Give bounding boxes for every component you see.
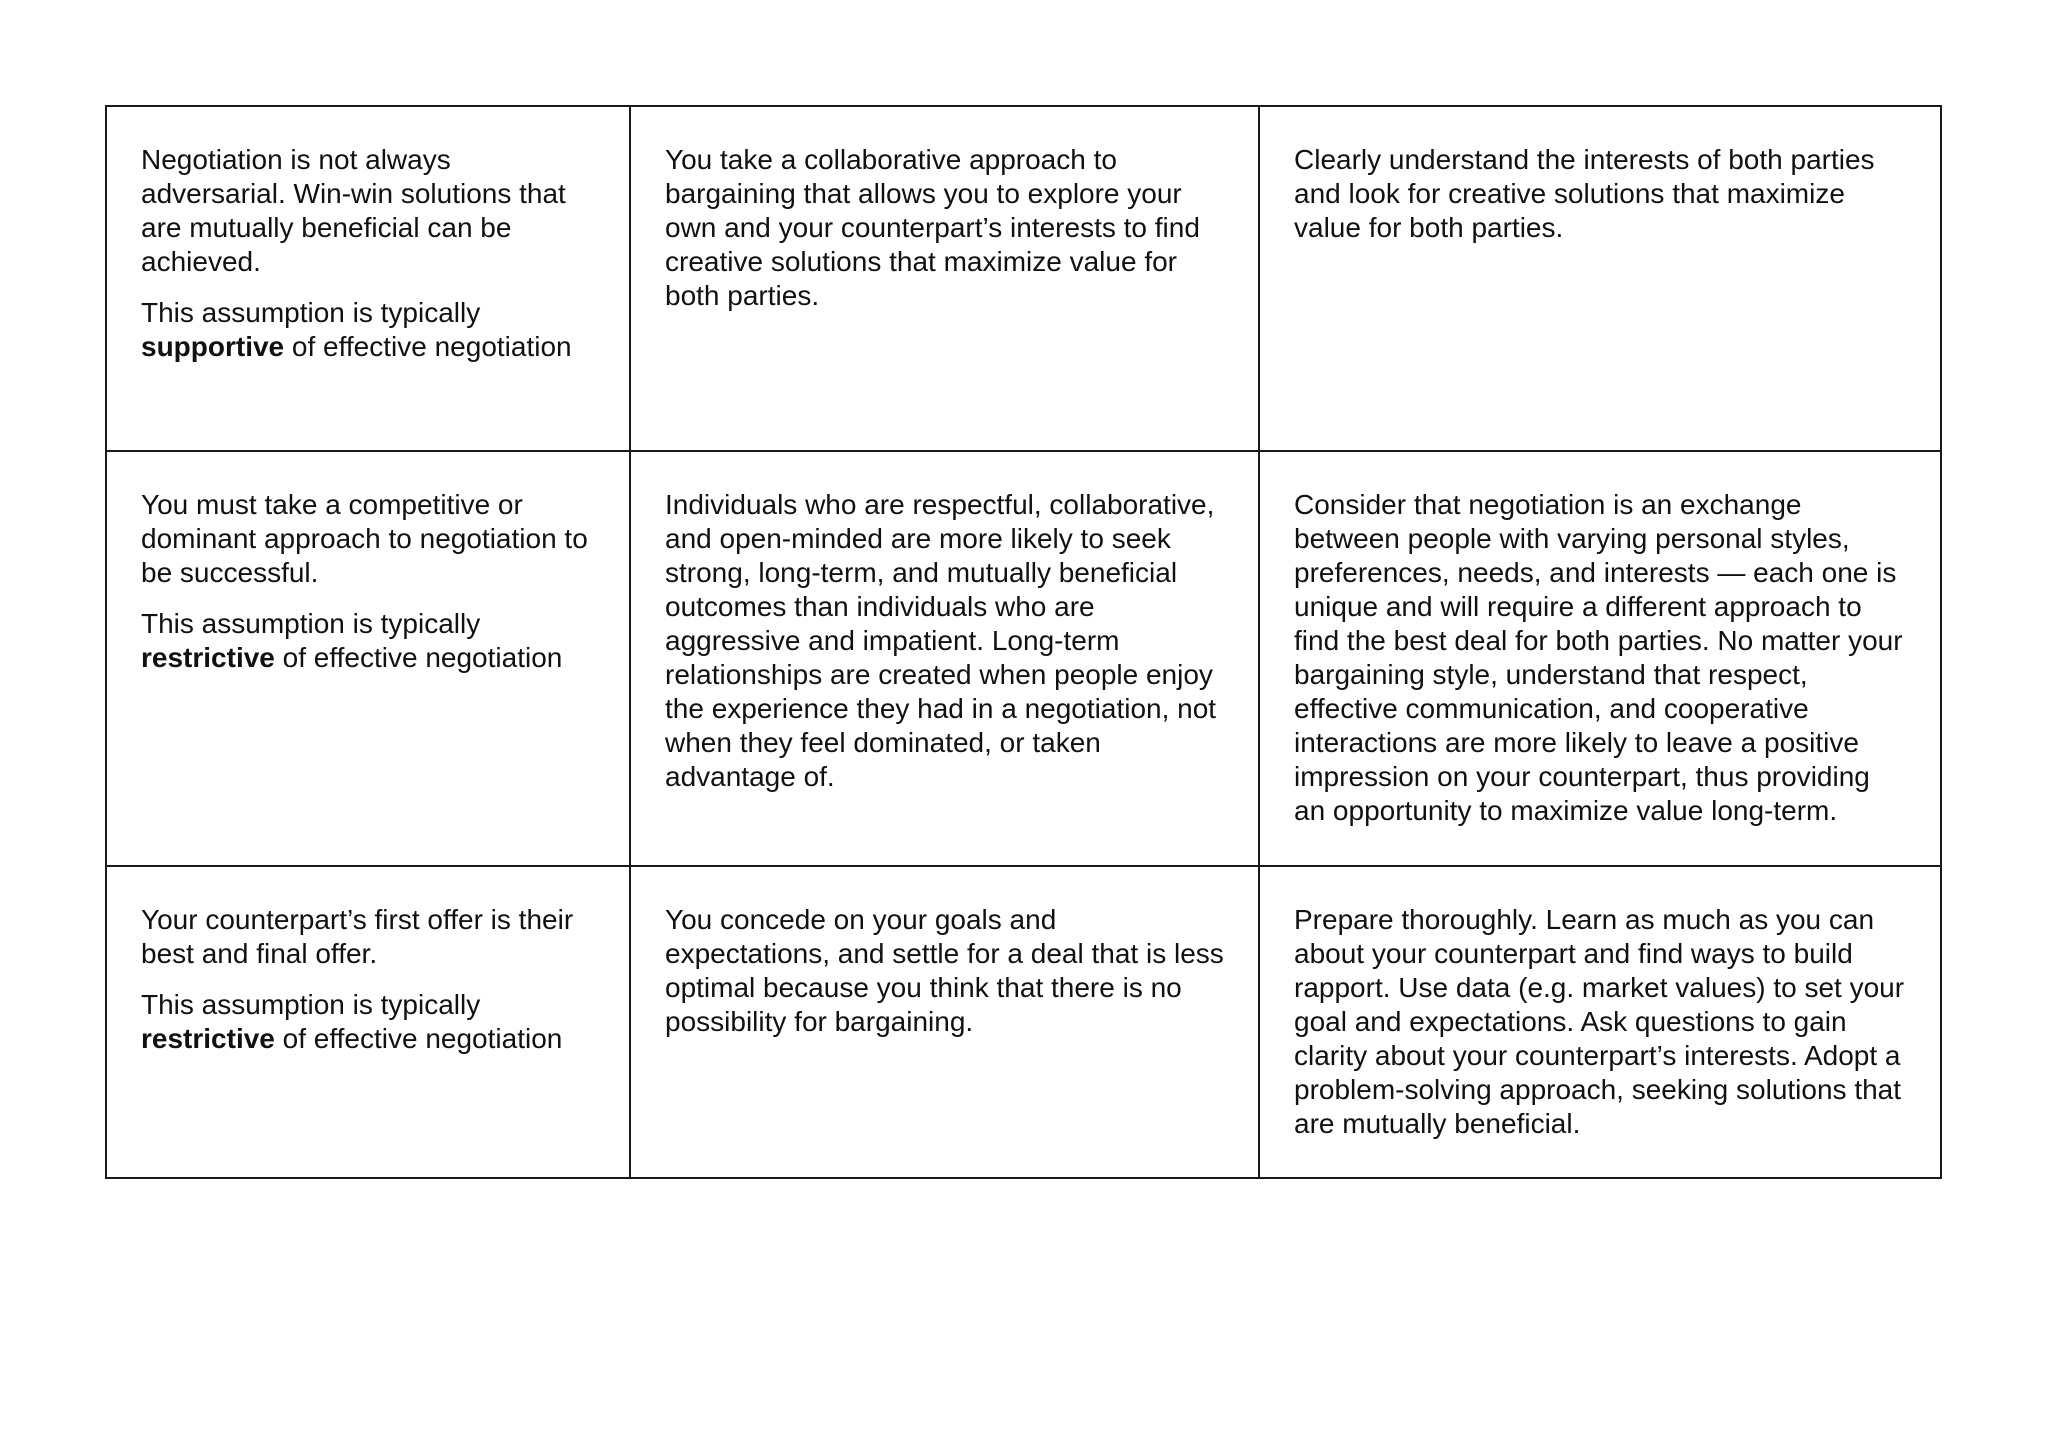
impact-text: You take a collaborative approach to bargaining that allows you to explore your own and your counterpart’s interests to find creative solutions that maximize value for both parties. [665, 144, 1200, 311]
assessment-text [141, 296, 595, 364]
assessment-text [141, 988, 595, 1056]
assumption-cell [106, 106, 630, 451]
strategy-text: Consider that negotiation is an exchange between people with varying personal styles, preferences, needs, and interests — each one is unique and will require a different approach to find the best deal for both parties. No matter your bargaining style, understand that respect, effective communication, and cooperative interactions are more likely to leave a positive impression on your counterpart, thus providing an opportunity to maximize value long-term. [1294, 489, 1903, 826]
assessment-prefix: This assumption is typically [141, 297, 481, 328]
assessment-suffix: of effective negotiation [282, 1023, 563, 1054]
impact-text: Individuals who are respectful, collaborative, and open-minded are more likely to seek strong, long-term, and mutually beneficial outcomes than individuals who are aggressive and impatient. Long-term relationships are created when people enjoy the experience they had in a negotiation, not when they feel dominated, or taken advantage of. [665, 489, 1217, 792]
strategy-cell [1259, 451, 1941, 866]
strategy-cell [1259, 106, 1941, 451]
assessment-prefix: This assumption is typically [141, 989, 481, 1020]
impact-cell [630, 106, 1259, 451]
table-row [106, 866, 1941, 1178]
assumptions-table [105, 105, 1942, 1179]
assumption-cell [106, 451, 630, 866]
table-row [106, 451, 1941, 866]
strategy-cell [1259, 866, 1941, 1178]
assessment-text [141, 607, 595, 675]
assumption-text: You must take a competitive or dominant approach to negotiation to be successful. [141, 489, 588, 588]
assumption-cell [106, 866, 630, 1178]
impact-cell [630, 451, 1259, 866]
assessment-keyword: restrictive [141, 1023, 275, 1054]
strategy-text: Prepare thoroughly. Learn as much as you can about your counterpart and find ways to build rapport. Use data (e.g. market values) to set your goal and expectations. Ask questions to gain clarity about your counterpart’s interests. Adopt a problem-solving approach, seeking solutions that are mutually beneficial. [1294, 904, 1905, 1139]
assessment-keyword: supportive [141, 331, 285, 362]
assessment-suffix: of effective negotiation [282, 642, 563, 673]
strategy-text: Clearly understand the interests of both parties and look for creative solutions that maximize value for both parties. [1294, 144, 1875, 243]
assessment-prefix: This assumption is typically [141, 608, 481, 639]
impact-cell [630, 866, 1259, 1178]
table-row [106, 106, 1941, 451]
assessment-keyword: restrictive [141, 642, 275, 673]
impact-text: You concede on your goals and expectations, and settle for a deal that is less optimal because you think that there is no possibility for bargaining. [665, 904, 1224, 1037]
assumption-text: Your counterpart’s first offer is their best and final offer. [141, 904, 574, 969]
assessment-suffix: of effective negotiation [291, 331, 572, 362]
assumption-text: Negotiation is not always adversarial. Win-win solutions that are mutually beneficial can be achieved. [141, 144, 566, 277]
